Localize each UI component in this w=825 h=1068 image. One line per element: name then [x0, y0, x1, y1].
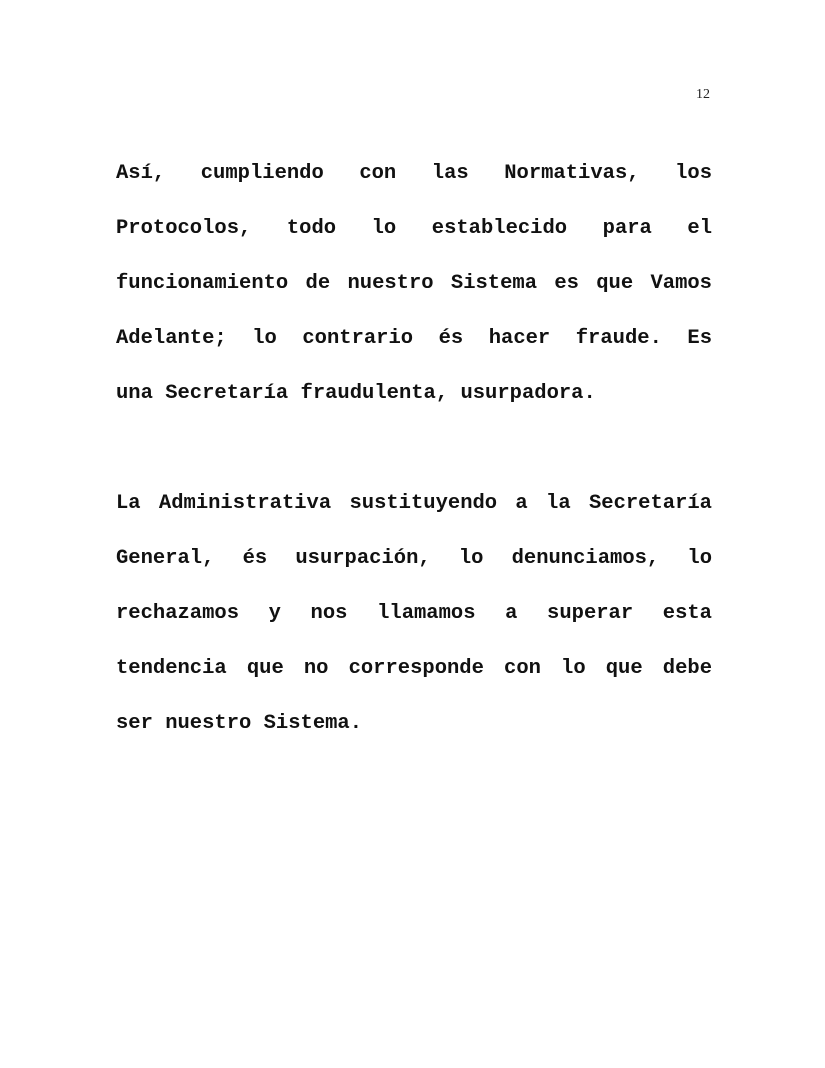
text-line: una Secretaría fraudulenta, usurpadora. — [116, 382, 596, 405]
text-line: General, és usurpación, lo denunciamos, lo — [116, 547, 712, 570]
text-line: Así, cumpliendo con las Normativas, los — [116, 162, 712, 185]
text-line: rechazamos y nos llamamos a superar esta — [116, 602, 712, 625]
text-line: La Administrativa sustituyendo a la Secretaría — [116, 492, 712, 515]
text-line: funcionamiento de nuestro Sistema es que Vamos — [116, 272, 712, 295]
text-line: Adelante; lo contrario és hacer fraude. Es — [116, 327, 712, 350]
paragraph-2 — [116, 476, 712, 751]
paragraph-1 — [116, 146, 712, 421]
text-line: tendencia que no corresponde con lo que debe — [116, 657, 712, 680]
page-number: 12 — [696, 87, 710, 102]
text-line: Protocolos, todo lo establecido para el — [116, 217, 712, 240]
text-line: ser nuestro Sistema. — [116, 712, 363, 735]
